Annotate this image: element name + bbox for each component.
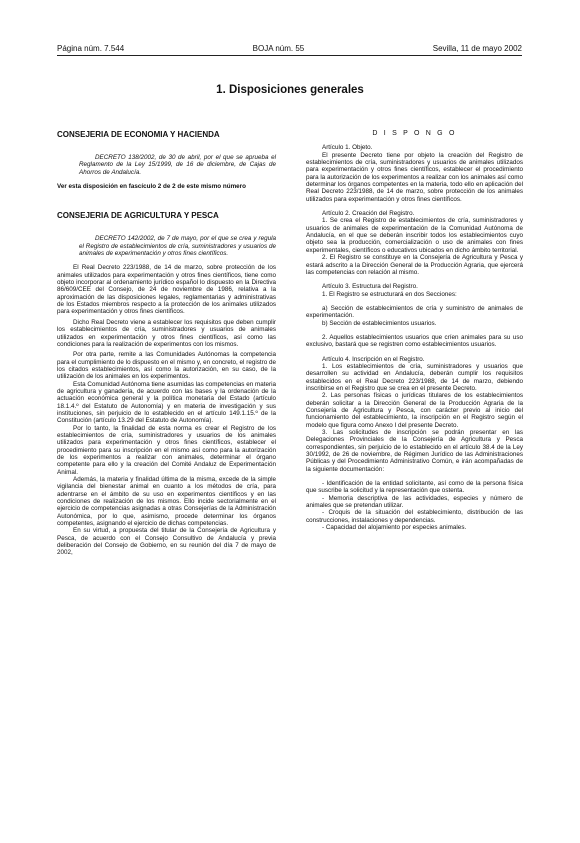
- article-4-title: Artículo 4. Inscripción en el Registro.: [322, 355, 425, 363]
- section-title: 1. Disposiciones generales: [216, 84, 364, 96]
- article-4-paragraph-3: 3. Las solicitudes de inscripción se podrán presentar en las Delegaciones Provinciales de la Consejería de Agricultura y Pesca correspondientes, sin perjuicio de lo establecido en el artículo 38.4 de la Ley 30/1992, de 26 de noviembre, de Régimen Jurídico de las Administraciones Públicas y del Procedimiento Administrativo Común, e irán acompañadas de la siguiente documentación:: [306, 429, 523, 473]
- list-item: - Identificación de la entidad solicitante, así como de la persona física que suscribe la solicitud y la representación que ostenta.: [306, 480, 523, 495]
- article-3-item-b: b) Sección de establecimientos usuarios.: [322, 319, 437, 327]
- left-column: [57, 130, 276, 557]
- paragraph: El Real Decreto 223/1988, de 14 de marzo, sobre protección de los animales utilizados para experimentación y otros fines científicos, tiene como objeto incorporar al ordenamiento jurídico español lo dispuesto en la Directiva 86/609/CEE del Consejo, de 24 de noviembre de 1986, relativa a la aproximación de las disposiciones legales, reglamentarias y administrativas de los Estados miembros respecto a la protección de los animales utilizados para experimentación y otros fines científicos.: [57, 264, 276, 316]
- article-2-paragraph-2: 2. El Registro se constituye en la Consejería de Agricultura y Pesca y estará adscrito a la Dirección General de la Producción Agraria, que ejercerá las competencias con relación al mismo.: [306, 254, 523, 276]
- article-1-title: Artículo 1. Objeto.: [322, 144, 373, 152]
- article-3-paragraph-1: 1. El Registro se estructurará en dos Secciones:: [322, 290, 457, 298]
- decree-142-summary: DECRETO 142/2002, de 7 de mayo, por el que se crea y regula el Registro de establecimientos de cría, suministradores y usuarios de animales de experimentación y otros fines científicos.: [79, 235, 276, 258]
- list-item: - Croquis de la situación del establecimiento, distribución de las construcciones, instalaciones y dependencias.: [306, 509, 523, 524]
- fasciculo-note: Ver esta disposición en fascículo 2 de 2 de este mismo número: [57, 183, 246, 191]
- article-1-text: El presente Decreto tiene por objeto la creación del Registro de establecimientos de cría, suministradores y usuarios de animales utilizados para experimentación y otros fines científicos, establecer el procedimiento para la autorización de los experimentos a realizar con los animales así como determinar los órganos competentes en la materia, todo ello en aplicación del Real Decreto 223/1988, de 14 de marzo, sobre protección de los animales utilizados para experimentación y otros fines científicos.: [306, 151, 523, 203]
- paragraph: Esta Comunidad Autónoma tiene asumidas las competencias en materia de agricultura y ganadería, de acuerdo con las bases y la ordenación de la actuación económica general y la política monetaria del Estado (artículo 18.1.4.º del Estatuto de Autonomía) y en materia de investigación y sus instituciones, sin perjuicio de lo establecido en el artículo 149.1.15.º de la Constitución (artículo 13.29 del Estatuto de Autonomía).: [57, 380, 276, 425]
- paragraph: Además, la materia y finalidad última de la misma, excede de la simple vigilancia del bienestar animal en cuanto a los métodos de cría, para adentrarse en el ámbito de su uso en experimentos científicos y en las condiciones de realización de los mismos. Ello incide sectorialmente en el ejercicio de competencias asignadas a otras Consejerías de la Administración Autonómica, por lo que, asimismo, procede determinar los órganos competentes, asignando el ejercicio de dichas competencias.: [57, 476, 276, 528]
- article-3-title: Artículo 3. Estructura del Registro.: [322, 283, 418, 291]
- article-2-paragraph-1: 1. Se crea el Registro de establecimientos de cría, suministradores y usuarios de animales de experimentación de la Comunidad Autónoma de Andalucía, en el que se deberán inscribir todos los establecimientos cuyo objeto sea la producción, comercialización o uso de animales con fines experimentales, científicos o educativos ubicados en dicho ámbito territorial.: [306, 217, 523, 254]
- paragraph: Por lo tanto, la finalidad de esta norma es crear el Registro de los establecimientos de cría, suministradores y usuarios de los animales utilizados para experimentación y otros fines científicos, establecer el procedimiento para su inscripción en el mismo así como para la autorización de los experimentos a realizar con animales, determinar el órgano competente para ello y la creación del Comité Andaluz de Experimentación Animal.: [57, 424, 276, 476]
- heading-agricultura: CONSEJERIA DE AGRICULTURA Y PESCA: [57, 211, 219, 221]
- dispongo-heading: D I S P O N G O: [372, 130, 457, 137]
- paragraph: Dicho Real Decreto viene a establecer los requisitos que deben cumplir los establecimientos de cría, suministradores y usuarios de animales utilizados en experimentación y otros fines científicos, así como las condiciones para la realización de experimentos con los mismos.: [57, 318, 276, 348]
- decree-138-summary: DECRETO 138/2002, de 30 de abril, por el que se aprueba el Reglamento de la Ley 15/1999, de 16 de diciembre, de Cajas de Ahorros de Andalucía.: [79, 154, 276, 176]
- paragraph: Por otra parte, remite a las Comunidades Autónomas la competencia para el cumplimiento de lo dispuesto en el mismo y, en concreto, el registro de los citados establecimientos, así como la autorización, en su caso, de la utilización de los animales en los experimentos.: [57, 351, 276, 381]
- header-divider: [57, 55, 522, 56]
- article-3-item-a: a) Sección de establecimientos de cría y suministro de animales de experimentación.: [306, 304, 523, 320]
- article-4-paragraph-2: 2. Las personas físicas o jurídicas titulares de los establecimientos deberán solicitar a la Dirección General de la Producción Agraria de la Consejería de Agricultura y Pesca, con carácter previo al inicio del funcionamiento del establecimiento, la inscripción en el Registro según el modelo que figura como Anexo I del presente Decreto.: [306, 392, 523, 429]
- paragraph: En su virtud, a propuesta del titular de la Consejería de Agricultura y Pesca, de acuerdo con el Consejo Consultivo de Andalucía y previa deliberación del Consejo de Gobierno, en su reunión del día 7 de mayo de 2002,: [57, 527, 276, 557]
- article-3-paragraph-2: 2. Aquellos establecimientos usuarios que críen animales para su uso exclusivo, bastará que se registren como establecimientos usuarios.: [306, 333, 523, 349]
- article-2-title: Artículo 2. Creación del Registro.: [322, 210, 415, 218]
- bulletin-number: BOJA núm. 55: [252, 44, 305, 53]
- list-item: - Memoria descriptiva de las actividades, especies y número de animales que se pretendan utilizar.: [306, 494, 523, 510]
- article-4-paragraph-1: 1. Los establecimientos de cría, suministradores y usuarios que desarrollen su actividad en Andalucía, deberán cumplir los requisitos establecidos en el Real Decreto 223/1988, de 14 de marzo, debiendo inscribirse en el Registro que se crea en el presente Decreto.: [306, 362, 523, 392]
- right-column: [306, 130, 523, 532]
- list-item: - Capacidad del alojamiento por especies animales.: [322, 524, 467, 532]
- page-number: Página núm. 7.544: [57, 44, 125, 53]
- page-header: [57, 41, 522, 53]
- publication-date: Sevilla, 11 de mayo 2002: [432, 44, 522, 53]
- heading-economia: CONSEJERIA DE ECONOMIA Y HACIENDA: [57, 130, 220, 139]
